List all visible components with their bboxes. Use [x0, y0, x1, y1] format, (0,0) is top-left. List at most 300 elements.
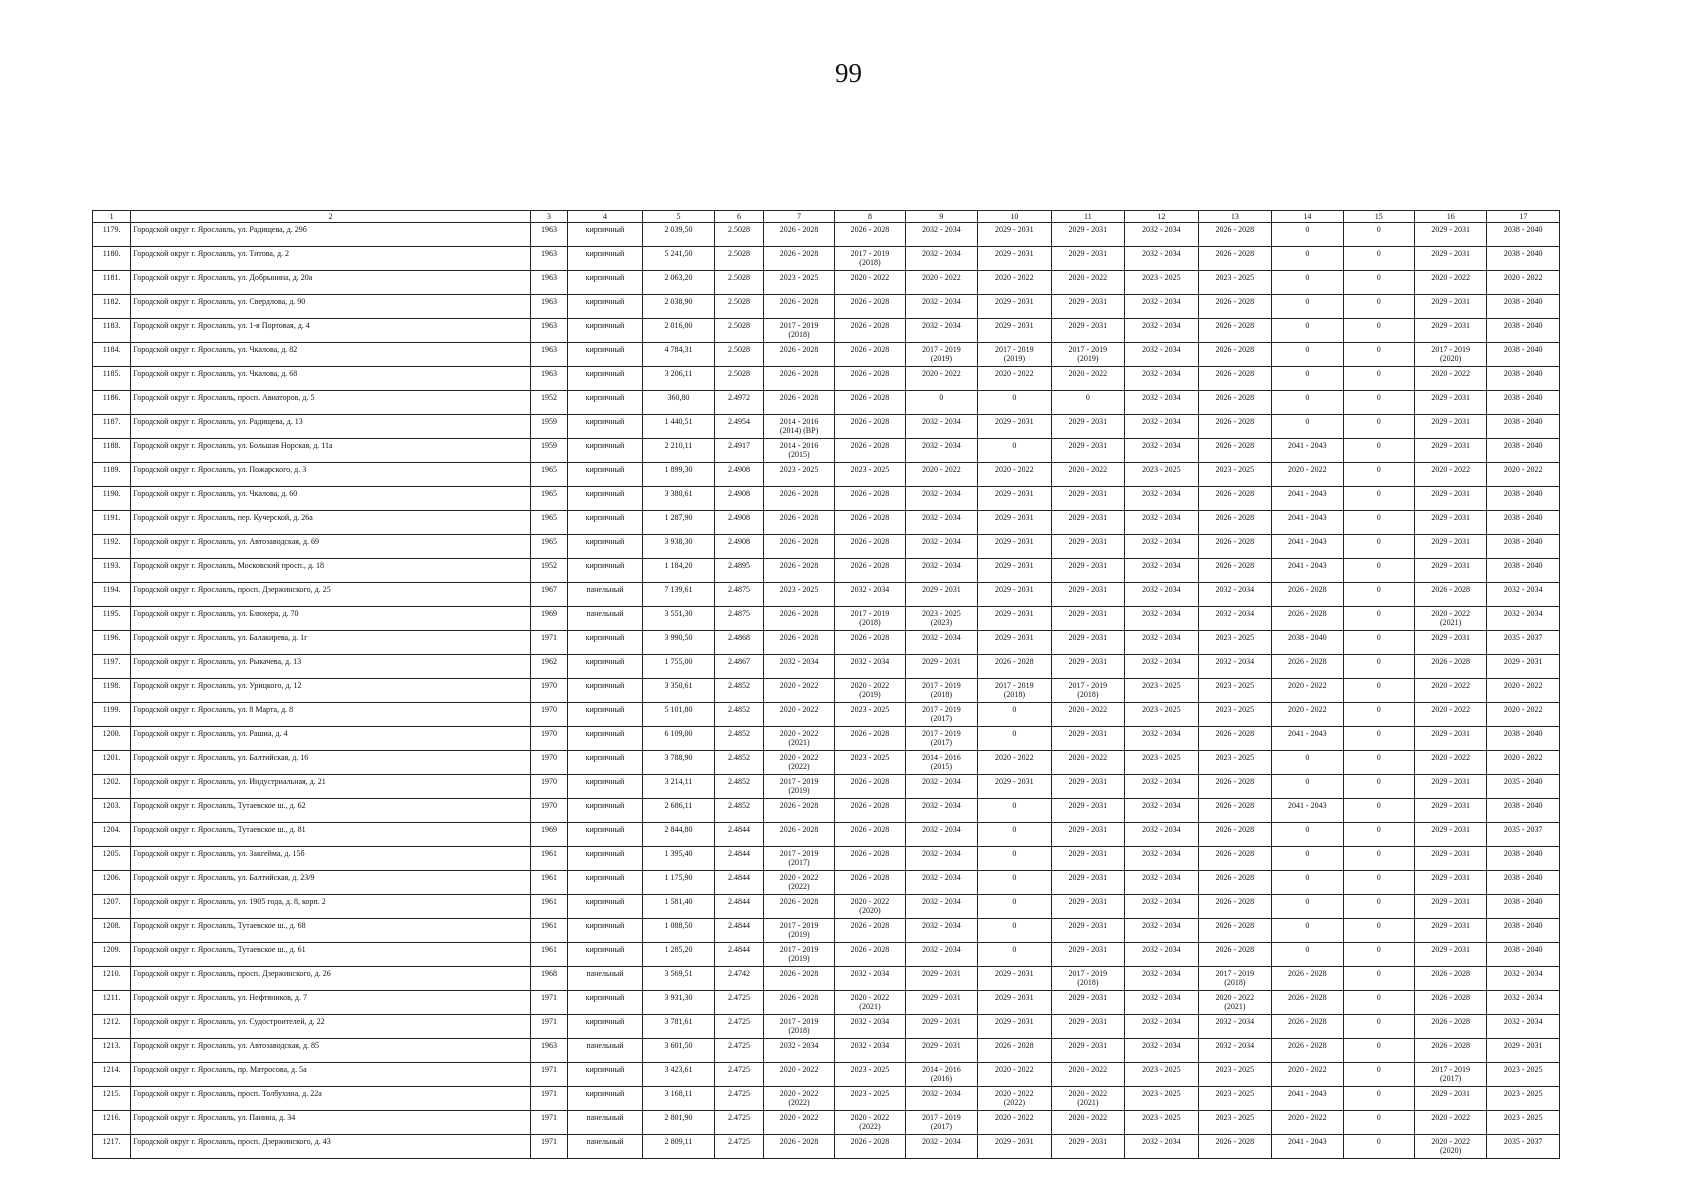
- table-row: [93, 439, 1560, 463]
- table-cell: 2032 - 2034: [1487, 1015, 1560, 1039]
- table-cell: 0: [1343, 1087, 1414, 1111]
- table-cell: 2032 - 2034: [1125, 391, 1199, 415]
- table-cell: 2026 - 2028: [1414, 655, 1486, 679]
- table-cell: 2.4844: [715, 895, 764, 919]
- table-cell: 2029 - 2031: [1414, 535, 1486, 559]
- table-cell: 1970: [530, 703, 567, 727]
- table-cell: 2026 - 2028: [763, 823, 834, 847]
- table-cell: 2026 - 2028: [835, 367, 905, 391]
- table-cell: 2026 - 2028: [1198, 391, 1272, 415]
- table-cell: 3 206,11: [642, 367, 714, 391]
- table-cell: 2026 - 2028: [1198, 799, 1272, 823]
- table-cell: 2032 - 2034: [905, 439, 977, 463]
- table-cell: 2029 - 2031: [905, 583, 977, 607]
- table-cell: 1196.: [93, 631, 131, 655]
- table-cell: 2029 - 2031: [1051, 1039, 1125, 1063]
- table-cell: 2029 - 2031: [1414, 439, 1486, 463]
- table-cell: 0: [978, 439, 1052, 463]
- table-cell: 1 581,40: [642, 895, 714, 919]
- table-row: [93, 799, 1560, 823]
- table-cell: 2020 - 2022: [1414, 751, 1486, 775]
- table-cell: 2020 - 2022 (2022): [835, 1111, 905, 1135]
- table-cell: 2017 - 2019 (2020): [1414, 343, 1486, 367]
- table-cell: 2029 - 2031: [978, 583, 1052, 607]
- table-cell: 2041 - 2043: [1272, 487, 1343, 511]
- table-cell: 2038 - 2040: [1487, 847, 1560, 871]
- table-cell: 2029 - 2031: [1414, 391, 1486, 415]
- table-cell: 2.4725: [715, 1111, 764, 1135]
- table-cell: 2032 - 2034: [1487, 607, 1560, 631]
- address-cell: Городской округ г. Ярославль, ул. Балакирева, д. 1г: [131, 631, 531, 655]
- table-cell: 2026 - 2028: [763, 487, 834, 511]
- table-cell: 2032 - 2034: [905, 247, 977, 271]
- table-cell: 2.4875: [715, 607, 764, 631]
- address-cell: Городской округ г. Ярославль, Московский просп., д. 18: [131, 559, 531, 583]
- table-cell: 2029 - 2031: [978, 967, 1052, 991]
- table-cell: 1194.: [93, 583, 131, 607]
- address-cell: Городской округ г. Ярославль, ул. Нефтяников, д. 7: [131, 991, 531, 1015]
- table-cell: 2032 - 2034: [1125, 319, 1199, 343]
- table-cell: кирпичный: [568, 319, 643, 343]
- table-cell: 2032 - 2034: [905, 871, 977, 895]
- table-cell: 2020 - 2022: [1487, 679, 1560, 703]
- table-cell: 2032 - 2034: [1125, 583, 1199, 607]
- table-row: [93, 871, 1560, 895]
- column-header: 17: [1487, 211, 1560, 223]
- table-cell: 1963: [530, 247, 567, 271]
- table-cell: 2029 - 2031: [978, 223, 1052, 247]
- table-cell: 2032 - 2034: [1125, 799, 1199, 823]
- table-cell: 2032 - 2034: [835, 583, 905, 607]
- table-cell: 2029 - 2031: [1414, 775, 1486, 799]
- table-cell: 2026 - 2028: [978, 655, 1052, 679]
- table-cell: 2029 - 2031: [1051, 799, 1125, 823]
- table-cell: 2.4852: [715, 727, 764, 751]
- table-cell: 1211.: [93, 991, 131, 1015]
- table-cell: 2038 - 2040: [1487, 247, 1560, 271]
- table-cell: 2020 - 2022 (2021): [1198, 991, 1272, 1015]
- table-cell: 0: [1343, 775, 1414, 799]
- table-cell: 1963: [530, 271, 567, 295]
- table-cell: 2017 - 2019 (2018): [905, 679, 977, 703]
- table-cell: 1192.: [93, 535, 131, 559]
- table-cell: 0: [1343, 1111, 1414, 1135]
- table-cell: 2.4868: [715, 631, 764, 655]
- table-cell: 2023 - 2025 (2023): [905, 607, 977, 631]
- table-row: [93, 391, 1560, 415]
- table-cell: 1965: [530, 535, 567, 559]
- table-cell: 2032 - 2034: [1487, 967, 1560, 991]
- table-cell: 2032 - 2034: [905, 487, 977, 511]
- table-cell: 2032 - 2034: [1125, 439, 1199, 463]
- table-cell: 2020 - 2022: [978, 1111, 1052, 1135]
- table-cell: 2032 - 2034: [1198, 1039, 1272, 1063]
- table-cell: 2026 - 2028: [1272, 967, 1343, 991]
- table-cell: 2026 - 2028: [763, 343, 834, 367]
- table-cell: 1971: [530, 1135, 567, 1159]
- table-cell: 2.4852: [715, 775, 764, 799]
- table-cell: 2032 - 2034: [905, 823, 977, 847]
- table-row: [93, 343, 1560, 367]
- table-cell: 2029 - 2031: [1414, 895, 1486, 919]
- address-cell: Городской округ г. Ярославль, ул. Закгейма, д. 15б: [131, 847, 531, 871]
- table-cell: 2017 - 2019 (2019): [763, 919, 834, 943]
- table-cell: 1963: [530, 343, 567, 367]
- table-cell: 1 184,20: [642, 559, 714, 583]
- table-cell: 2032 - 2034: [905, 511, 977, 535]
- table-cell: 2020 - 2022 (2022): [763, 751, 834, 775]
- table-cell: 2038 - 2040: [1487, 223, 1560, 247]
- table-cell: 2026 - 2028: [1272, 1039, 1343, 1063]
- table-cell: 3 781,61: [642, 1015, 714, 1039]
- page-number: 99: [835, 58, 862, 88]
- table-cell: 2020 - 2022 (2020): [835, 895, 905, 919]
- table-cell: 2029 - 2031: [1051, 319, 1125, 343]
- table-cell: 2041 - 2043: [1272, 511, 1343, 535]
- table-cell: 1965: [530, 487, 567, 511]
- table-cell: 2.4867: [715, 655, 764, 679]
- table-cell: 2023 - 2025: [1198, 631, 1272, 655]
- table-cell: 2029 - 2031: [1414, 295, 1486, 319]
- table-cell: 2 210,11: [642, 439, 714, 463]
- address-cell: Городской округ г. Ярославль, ул. Балтийская, д. 23/9: [131, 871, 531, 895]
- table-cell: 2029 - 2031: [1414, 847, 1486, 871]
- table-cell: 2020 - 2022 (2021): [1414, 607, 1486, 631]
- table-cell: 2029 - 2031: [1051, 247, 1125, 271]
- table-cell: 0: [1343, 487, 1414, 511]
- address-cell: Городской округ г. Ярославль, ул. Рашиа, д. 4: [131, 727, 531, 751]
- table-cell: 2032 - 2034: [1125, 727, 1199, 751]
- table-cell: 2023 - 2025: [763, 271, 834, 295]
- table-cell: 2029 - 2031: [1051, 415, 1125, 439]
- table-cell: 2026 - 2028: [835, 535, 905, 559]
- table-cell: 2023 - 2025: [1125, 463, 1199, 487]
- table-cell: 2029 - 2031: [1487, 655, 1560, 679]
- table-cell: 2032 - 2034: [1125, 415, 1199, 439]
- table-row: [93, 535, 1560, 559]
- table-cell: 2029 - 2031: [978, 511, 1052, 535]
- table-cell: кирпичный: [568, 847, 643, 871]
- table-cell: 2023 - 2025: [1125, 271, 1199, 295]
- table-cell: 1959: [530, 439, 567, 463]
- table-cell: 0: [1272, 319, 1343, 343]
- table-cell: панельный: [568, 967, 643, 991]
- table-cell: 1186.: [93, 391, 131, 415]
- table-cell: 2014 - 2016 (2015): [905, 751, 977, 775]
- table-cell: 2 686,11: [642, 799, 714, 823]
- table-cell: 2038 - 2040: [1487, 439, 1560, 463]
- table-cell: 3 214,11: [642, 775, 714, 799]
- table-cell: 1 395,40: [642, 847, 714, 871]
- table-cell: кирпичный: [568, 655, 643, 679]
- table-cell: 2032 - 2034: [1125, 775, 1199, 799]
- table-cell: 2020 - 2022: [1051, 1063, 1125, 1087]
- table-cell: 2026 - 2028: [835, 823, 905, 847]
- table-cell: 2026 - 2028: [1272, 607, 1343, 631]
- table-row: [93, 631, 1560, 655]
- table-cell: 1965: [530, 511, 567, 535]
- table-cell: 2026 - 2028: [1198, 223, 1272, 247]
- table-cell: 2.4908: [715, 511, 764, 535]
- table-row: [93, 967, 1560, 991]
- table-cell: 2029 - 2031: [1414, 631, 1486, 655]
- table-cell: 6 109,00: [642, 727, 714, 751]
- table-cell: 2023 - 2025: [835, 703, 905, 727]
- table-cell: 2.4917: [715, 439, 764, 463]
- table-cell: 2038 - 2040: [1487, 415, 1560, 439]
- table-cell: 2 801,90: [642, 1111, 714, 1135]
- table-row: [93, 247, 1560, 271]
- table-cell: 2029 - 2031: [1051, 943, 1125, 967]
- column-header: 10: [978, 211, 1052, 223]
- table-cell: 2017 - 2019 (2017): [905, 1111, 977, 1135]
- table-cell: 0: [1051, 391, 1125, 415]
- table-cell: кирпичный: [568, 799, 643, 823]
- header-row: [93, 211, 1560, 223]
- table-cell: 2029 - 2031: [1051, 583, 1125, 607]
- table-cell: 2038 - 2040: [1272, 631, 1343, 655]
- table-cell: 2 016,00: [642, 319, 714, 343]
- table-cell: 0: [1343, 1039, 1414, 1063]
- table-cell: 2041 - 2043: [1272, 727, 1343, 751]
- table-row: [93, 679, 1560, 703]
- address-cell: Городской округ г. Ярославль, ул. Добрынина, д. 20а: [131, 271, 531, 295]
- table-cell: 0: [1272, 775, 1343, 799]
- table-cell: 2020 - 2022: [1414, 463, 1486, 487]
- table-cell: кирпичный: [568, 1015, 643, 1039]
- table-cell: 2026 - 2028: [763, 535, 834, 559]
- table-cell: 2029 - 2031: [1051, 895, 1125, 919]
- table-cell: панельный: [568, 1111, 643, 1135]
- table-cell: 1965: [530, 463, 567, 487]
- table-cell: 2029 - 2031: [978, 487, 1052, 511]
- table-cell: 2029 - 2031: [1051, 1015, 1125, 1039]
- table-row: [93, 1039, 1560, 1063]
- table-cell: 2020 - 2022: [1414, 703, 1486, 727]
- address-cell: Городской округ г. Ярославль, просп. Дзержинского, д. 43: [131, 1135, 531, 1159]
- table-cell: кирпичный: [568, 295, 643, 319]
- table-row: [93, 463, 1560, 487]
- table-cell: 2.4725: [715, 1087, 764, 1111]
- table-cell: 0: [1343, 943, 1414, 967]
- table-cell: 2017 - 2019 (2018): [978, 679, 1052, 703]
- column-header: 3: [530, 211, 567, 223]
- table-cell: 2026 - 2028: [1198, 415, 1272, 439]
- table-cell: 2023 - 2025: [1198, 463, 1272, 487]
- table-cell: 2026 - 2028: [763, 223, 834, 247]
- table-cell: 2026 - 2028: [835, 415, 905, 439]
- table-cell: 1189.: [93, 463, 131, 487]
- table-cell: 2032 - 2034: [835, 967, 905, 991]
- table-cell: 2029 - 2031: [1051, 775, 1125, 799]
- table-cell: 2020 - 2022: [978, 751, 1052, 775]
- table-cell: 1212.: [93, 1015, 131, 1039]
- table-cell: 1962: [530, 655, 567, 679]
- table-cell: 2020 - 2022: [1487, 703, 1560, 727]
- address-cell: Городской округ г. Ярославль, ул. Балтийская, д. 16: [131, 751, 531, 775]
- table-cell: 2029 - 2031: [978, 319, 1052, 343]
- table-cell: 2029 - 2031: [978, 535, 1052, 559]
- table-cell: 0: [1343, 823, 1414, 847]
- table-cell: 2023 - 2025: [1125, 679, 1199, 703]
- table-cell: 2020 - 2022: [1051, 271, 1125, 295]
- table-cell: 2.4852: [715, 751, 764, 775]
- table-cell: 2026 - 2028: [835, 559, 905, 583]
- table-cell: 1971: [530, 991, 567, 1015]
- address-cell: Городской округ г. Ярославль, Тутаевское ш., д. 68: [131, 919, 531, 943]
- table-cell: 2023 - 2025: [763, 463, 834, 487]
- table-cell: кирпичный: [568, 223, 643, 247]
- table-cell: 2032 - 2034: [905, 895, 977, 919]
- table-cell: 1188.: [93, 439, 131, 463]
- table-cell: 0: [1272, 295, 1343, 319]
- table-cell: 2026 - 2028: [1414, 991, 1486, 1015]
- table-cell: 2032 - 2034: [763, 655, 834, 679]
- table-cell: 2032 - 2034: [1125, 607, 1199, 631]
- table-cell: 2041 - 2043: [1272, 1087, 1343, 1111]
- table-cell: 1961: [530, 943, 567, 967]
- table-cell: 0: [1343, 847, 1414, 871]
- address-cell: Городской округ г. Ярославль, Тутаевское ш., д. 61: [131, 943, 531, 967]
- table-cell: 1971: [530, 631, 567, 655]
- table-cell: 3 788,90: [642, 751, 714, 775]
- table-cell: 2020 - 2022: [1487, 463, 1560, 487]
- table-cell: 1213.: [93, 1039, 131, 1063]
- table-cell: 1961: [530, 847, 567, 871]
- table-cell: 2017 - 2019 (2018): [835, 607, 905, 631]
- table-cell: 2026 - 2028: [1198, 823, 1272, 847]
- table-cell: 2032 - 2034: [1125, 1039, 1199, 1063]
- table-cell: кирпичный: [568, 439, 643, 463]
- table-cell: 2038 - 2040: [1487, 367, 1560, 391]
- table-row: [93, 271, 1560, 295]
- table-row: [93, 1015, 1560, 1039]
- table-row: [93, 991, 1560, 1015]
- table-cell: 2026 - 2028: [763, 607, 834, 631]
- address-cell: Городской округ г. Ярославль, ул. Пожарского, д. 3: [131, 463, 531, 487]
- table-cell: 2023 - 2025: [1125, 1063, 1199, 1087]
- table-cell: 0: [1343, 1015, 1414, 1039]
- table-cell: 2032 - 2034: [1125, 895, 1199, 919]
- table-cell: 1204.: [93, 823, 131, 847]
- table-cell: 1215.: [93, 1087, 131, 1111]
- table-cell: 2020 - 2022: [978, 463, 1052, 487]
- table-cell: 2026 - 2028: [835, 919, 905, 943]
- table-cell: 2026 - 2028: [835, 847, 905, 871]
- table-cell: 2026 - 2028: [1414, 967, 1486, 991]
- registry-table: [92, 210, 1560, 1159]
- table-cell: кирпичный: [568, 343, 643, 367]
- table-cell: 1214.: [93, 1063, 131, 1087]
- address-cell: Городской округ г. Ярославль, ул. Свердлова, д. 90: [131, 295, 531, 319]
- table-cell: 2026 - 2028: [1198, 919, 1272, 943]
- table-cell: 0: [978, 943, 1052, 967]
- table-cell: 0: [1272, 943, 1343, 967]
- table-cell: 2017 - 2019 (2017): [1414, 1063, 1486, 1087]
- table-cell: 0: [1343, 439, 1414, 463]
- table-cell: 2032 - 2034: [1198, 655, 1272, 679]
- table-cell: 2.4725: [715, 1015, 764, 1039]
- table-row: [93, 823, 1560, 847]
- table-cell: 2032 - 2034: [1125, 967, 1199, 991]
- table-cell: 1 755,00: [642, 655, 714, 679]
- table-cell: 2041 - 2043: [1272, 535, 1343, 559]
- table-cell: 2029 - 2031: [1051, 1135, 1125, 1159]
- table-row: [93, 583, 1560, 607]
- table-cell: 2023 - 2025: [1125, 751, 1199, 775]
- table-cell: 2029 - 2031: [1051, 487, 1125, 511]
- table-cell: 1179.: [93, 223, 131, 247]
- table-cell: 3 423,61: [642, 1063, 714, 1087]
- table-cell: 1201.: [93, 751, 131, 775]
- table-cell: 1190.: [93, 487, 131, 511]
- table-cell: 2020 - 2022 (2022): [763, 1087, 834, 1111]
- table-cell: 2038 - 2040: [1487, 895, 1560, 919]
- table-cell: 1 088,50: [642, 919, 714, 943]
- column-header: 11: [1051, 211, 1125, 223]
- table-cell: 2029 - 2031: [1414, 415, 1486, 439]
- table-cell: 2029 - 2031: [905, 967, 977, 991]
- table-cell: 2 844,80: [642, 823, 714, 847]
- table-cell: 2029 - 2031: [1414, 823, 1486, 847]
- table-cell: 2020 - 2022: [1272, 1111, 1343, 1135]
- table-cell: кирпичный: [568, 775, 643, 799]
- table-cell: 1968: [530, 967, 567, 991]
- table-cell: 2017 - 2019 (2017): [905, 727, 977, 751]
- table-cell: 1216.: [93, 1111, 131, 1135]
- table-cell: 0: [1343, 319, 1414, 343]
- table-cell: 2029 - 2031: [1414, 727, 1486, 751]
- table-cell: 1959: [530, 415, 567, 439]
- table-cell: 1 175,90: [642, 871, 714, 895]
- table-row: [93, 319, 1560, 343]
- table-cell: 1210.: [93, 967, 131, 991]
- table-cell: 2020 - 2022: [978, 271, 1052, 295]
- address-cell: Городской округ г. Ярославль, ул. Чкалова, д. 60: [131, 487, 531, 511]
- table-cell: 2020 - 2022 (2021): [1051, 1087, 1125, 1111]
- table-cell: 2020 - 2022: [763, 1111, 834, 1135]
- table-cell: 2023 - 2025: [1198, 1087, 1272, 1111]
- table-cell: кирпичный: [568, 751, 643, 775]
- table-cell: 1963: [530, 223, 567, 247]
- table-cell: 2026 - 2028: [1272, 1015, 1343, 1039]
- table-cell: 2.4852: [715, 799, 764, 823]
- table-cell: 2026 - 2028: [835, 439, 905, 463]
- table-cell: кирпичный: [568, 367, 643, 391]
- table-cell: 2023 - 2025: [763, 583, 834, 607]
- table-cell: 2026 - 2028: [1198, 295, 1272, 319]
- table-cell: 2029 - 2031: [1414, 247, 1486, 271]
- table-cell: 1197.: [93, 655, 131, 679]
- table-cell: 2017 - 2019 (2018): [1051, 967, 1125, 991]
- table-cell: 2.4725: [715, 991, 764, 1015]
- table-cell: кирпичный: [568, 991, 643, 1015]
- table-row: [93, 943, 1560, 967]
- table-cell: кирпичный: [568, 895, 643, 919]
- table-cell: 2020 - 2022: [978, 1063, 1052, 1087]
- table-row: [93, 1111, 1560, 1135]
- table-cell: 0: [1343, 751, 1414, 775]
- table-cell: 2032 - 2034: [1125, 511, 1199, 535]
- table-cell: 2032 - 2034: [1125, 655, 1199, 679]
- table-cell: 0: [1272, 223, 1343, 247]
- table-cell: 0: [978, 823, 1052, 847]
- address-cell: Городской округ г. Ярославль, пер. Кучерской, д. 26а: [131, 511, 531, 535]
- table-cell: 0: [905, 391, 977, 415]
- table-cell: кирпичный: [568, 463, 643, 487]
- table-cell: 2014 - 2016 (2014) (ВР): [763, 415, 834, 439]
- table-cell: 0: [978, 727, 1052, 751]
